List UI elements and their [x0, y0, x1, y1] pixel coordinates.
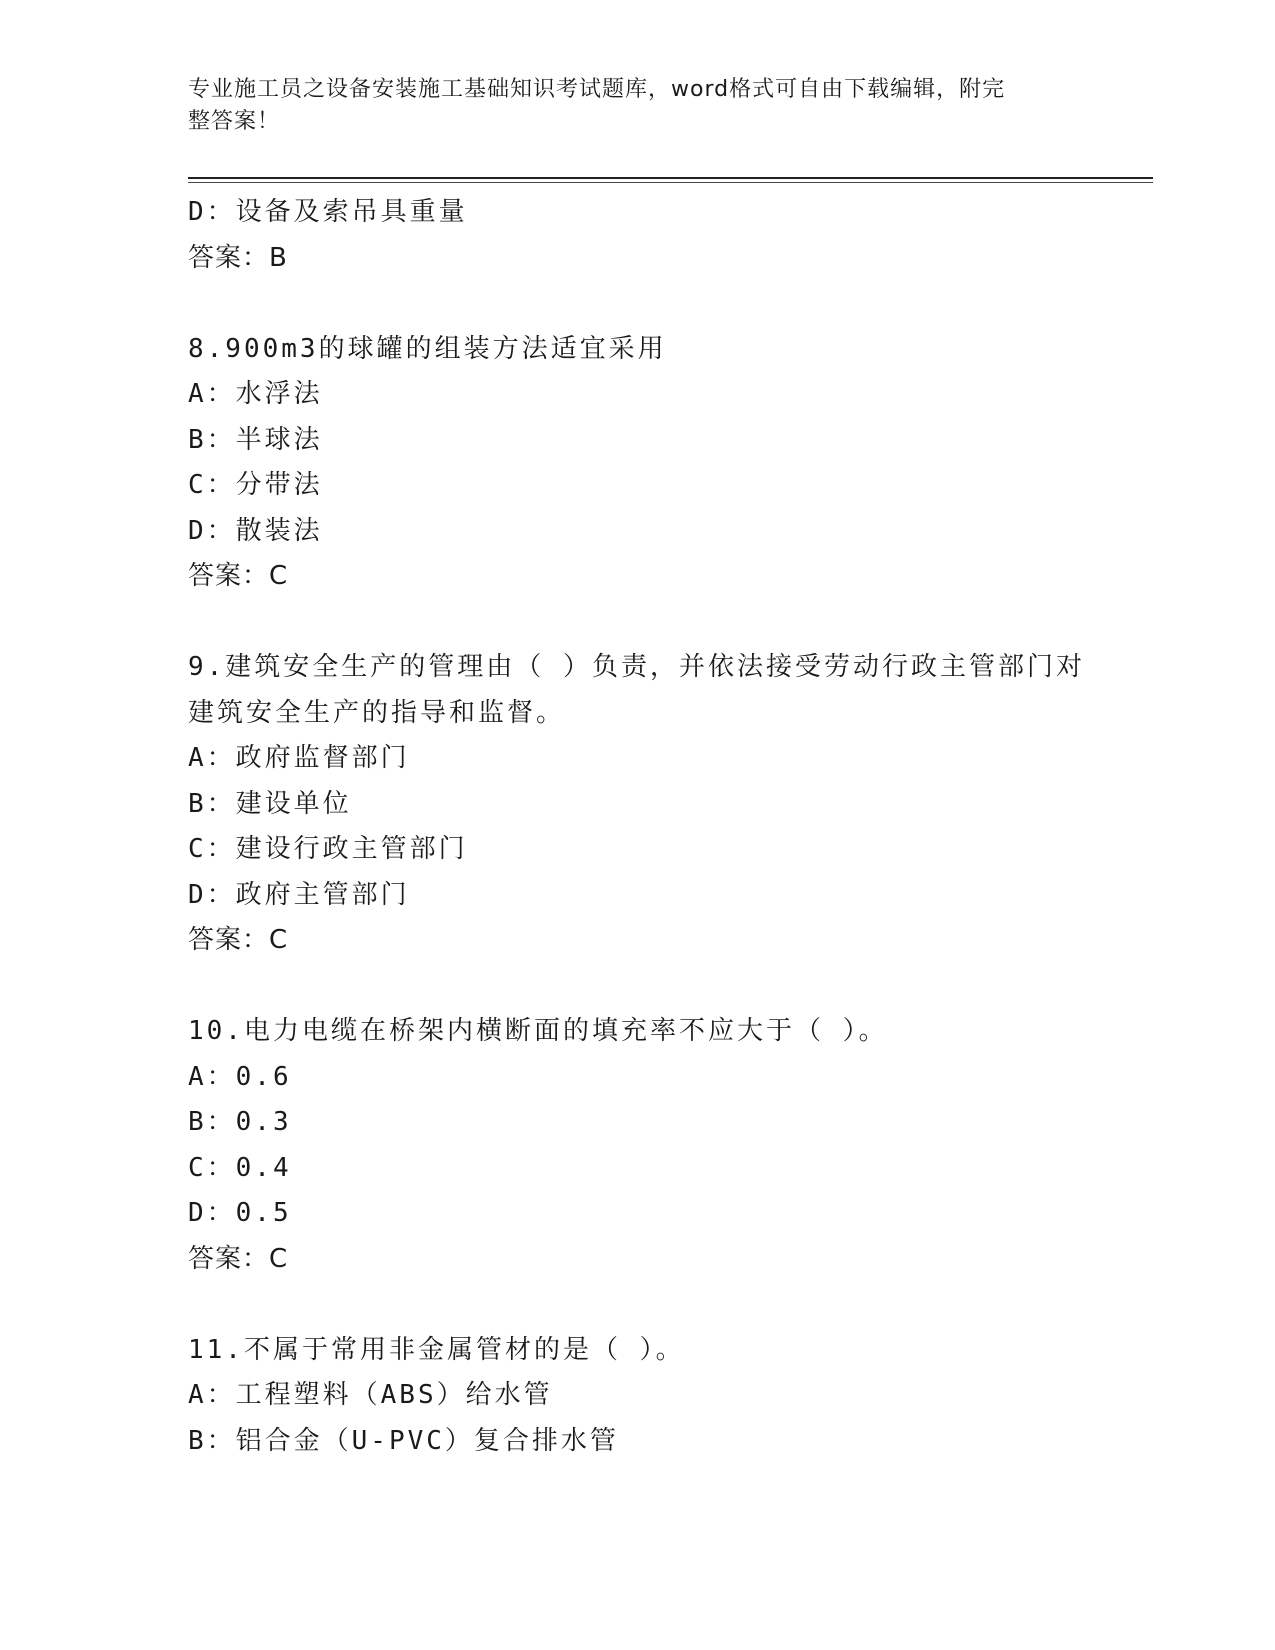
option-a: A：工程塑料（ABS）给水管 [188, 1380, 553, 1410]
answer-text: 答案：C [188, 561, 289, 591]
document-header [188, 74, 1068, 138]
option-a: A：政府监督部门 [188, 743, 410, 773]
spacer [188, 1282, 1088, 1328]
answer-text: 答案：C [188, 1243, 289, 1274]
question-8 [188, 327, 1088, 600]
question-9 [188, 645, 1088, 964]
header-line-2: 整答案！ [188, 109, 281, 134]
spacer [188, 600, 1088, 646]
option-c: C：0.4 [188, 1152, 292, 1183]
question-title-line-1: 9.建筑安全生产的管理由（ ）负责，并依法接受劳动行政主管部门对 [188, 652, 1085, 682]
question-title-line-2: 建筑安全生产的指导和监督。 [188, 697, 566, 728]
option-c: C：建设行政主管部门 [188, 834, 468, 864]
option-d: D：设备及索吊具重量 [188, 197, 468, 227]
spacer [188, 964, 1088, 1010]
header-divider-thin [188, 182, 1153, 183]
question-title: 11.不属于常用非金属管材的是（ ）。 [188, 1334, 685, 1365]
question-10 [188, 1009, 1088, 1282]
option-a: A：0.6 [188, 1061, 292, 1092]
option-c: C：分带法 [188, 470, 323, 500]
option-b: B：铝合金（U-PVC）复合排水管 [188, 1425, 619, 1456]
question-title: 8.900m3的球罐的组装方法适宜采用 [188, 333, 667, 364]
question-title: 10.电力电缆在桥架内横断面的填充率不应大于（ ）。 [188, 1016, 888, 1046]
answer-text: 答案：C [188, 925, 289, 955]
question-11 [188, 1328, 1088, 1465]
spacer [188, 281, 1088, 327]
answer-text: 答案：B [188, 242, 288, 273]
header-divider-thick [188, 177, 1153, 179]
question-list [188, 190, 1088, 1464]
option-b: B：0.3 [188, 1107, 292, 1137]
option-d: D：政府主管部门 [188, 879, 410, 910]
option-b: B：建设单位 [188, 788, 352, 819]
option-b: B：半球法 [188, 424, 323, 455]
option-a: A：水浮法 [188, 379, 323, 409]
option-d: D：0.5 [188, 1198, 292, 1228]
option-d: D：散装法 [188, 515, 323, 546]
question-7-fragment [188, 190, 1088, 281]
header-line-1: 专业施工员之设备安装施工基础知识考试题库，word格式可自由下载编辑，附完 [188, 77, 1006, 102]
